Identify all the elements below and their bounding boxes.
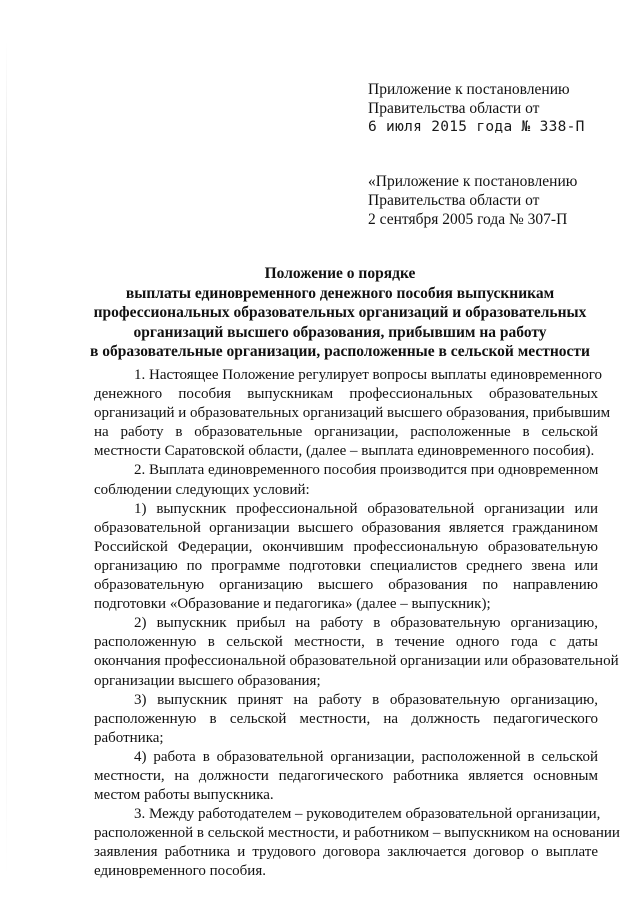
paragraph-line: организации высшего образования; [94,672,321,689]
approval-original-line2: Правительства области от [368,192,540,209]
paragraph-line: работника; [94,729,164,746]
paragraph-line: расположенную в сельской местности, на должность педагогического [94,710,598,727]
title-line: Положение о порядке [264,265,416,282]
approval-current-line1: Приложение к постановлению [368,81,570,98]
scan-edge-shadow [6,40,7,880]
approval-current-line2: Правительства области от [368,100,540,117]
approval-current-date-number: 6 июля 2015 года № 338-П [368,119,585,135]
title-line: профессиональных образовательных организаций и образовательных [93,304,587,321]
paragraph-line: Российской Федерации, окончившим профессиональную образовательную [94,538,598,555]
paragraph-line: местности Саратовской области, (далее – выплата единовременного пособия). [94,443,595,460]
paragraph-line: расположенной в сельской местности, и работником – выпускником на основании [94,825,620,842]
approval-block-current [368,80,608,137]
paragraph-line: подготовки «Образование и педагогика» (далее – выпускник); [94,596,491,613]
paragraph-6 [94,748,598,805]
title-line: в образовательные организации, расположенные в сельской местности [90,343,590,360]
paragraph-2 [94,461,598,499]
document-title [60,264,620,362]
paragraph-7 [94,805,620,881]
paragraph-line: 1. Настоящее Положение регулирует вопросы выплаты единовременного [134,367,603,383]
paragraph-line: 2. Выплата единовременного пособия производится при одновременном [134,462,599,479]
paragraph-line: местом работы выпускника. [94,787,274,804]
paragraph-line: местности, на должности педагогического работника является основным [94,767,598,784]
paragraph-line: соблюдении следующих условий: [94,481,310,498]
paragraph-line: окончания профессиональной образовательной организации или образовательной [94,653,619,670]
paragraph-line: 4) работа в образовательной организации, расположенной в сельской [134,748,598,765]
paragraph-line: образовательную организацию высшего образования по направлению [94,577,598,594]
approval-original-date-number: 2 сентября 2005 года № 307-П [368,211,568,228]
paragraph-3 [94,500,598,615]
paragraph-line: денежного пособия выпускникам профессиональных образовательных [94,386,598,403]
paragraph-line: 3) выпускник принят на работу в образовательную организацию, [134,691,598,708]
paragraph-line: организаций и образовательных организаций высшего образования, прибывшим [94,405,611,422]
title-line: организаций высшего образования, прибывшим на работу [133,323,547,341]
paragraph-1 [94,366,611,461]
paragraph-line: 1) выпускник профессиональной образовательной организации или [134,500,598,517]
paragraph-4 [94,614,619,690]
approval-original-line1: «Приложение к постановлению [368,173,578,190]
paragraph-line: единовременного пособия. [94,863,266,880]
document-body [94,366,620,882]
paragraph-5 [94,691,598,748]
paragraph-line: образовательной организации высшего образования является гражданином [94,519,598,536]
title-line: выплаты единовременного денежного пособия выпускникам [125,284,555,302]
paragraph-line: заявления работника и трудового договора заключается договор о выплате [94,844,598,861]
paragraph-line: 3. Между работодателем – руководителем образовательной организации, [134,806,601,823]
paragraph-line: расположенную в сельской местности, в течение одного года с даты [94,634,598,651]
approval-block-original [368,172,608,229]
paragraph-line: организацию по программе подготовки специалистов среднего звена или [94,557,598,574]
paragraph-line: 2) выпускник прибыл на работу в образовательную организацию, [134,615,598,632]
paragraph-line: на работу в образовательные организации, расположенные в сельской [94,424,598,441]
